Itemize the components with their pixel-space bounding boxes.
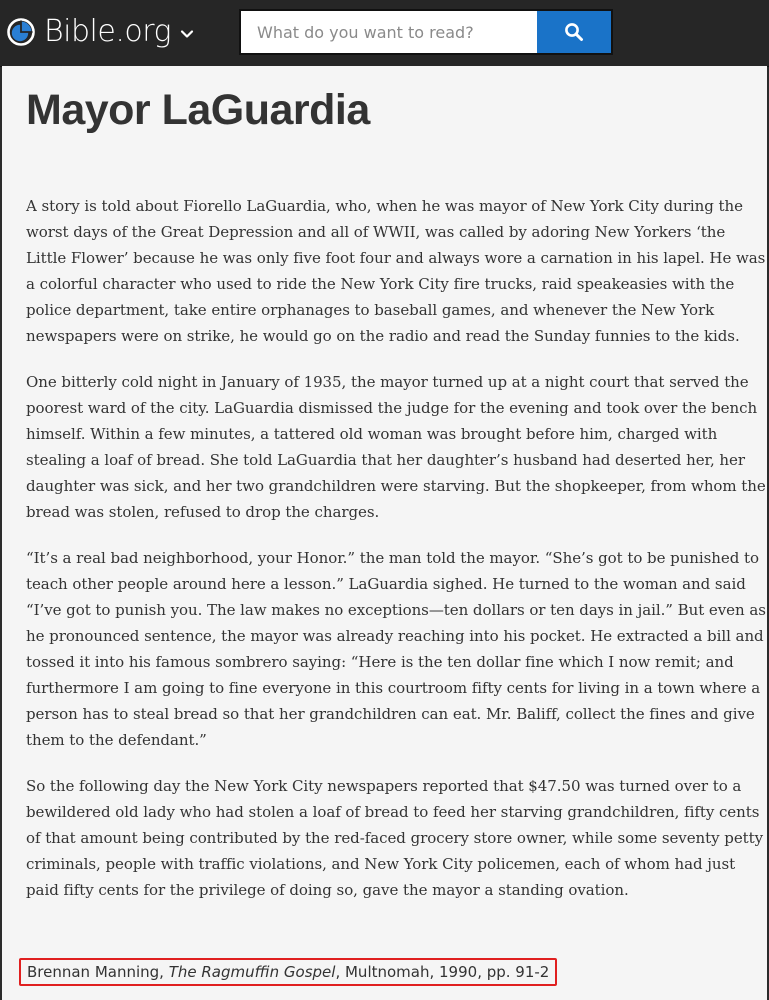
citation-highlight [19, 958, 557, 986]
page-title: Mayor LaGuardia [26, 86, 370, 134]
article-paragraph: “It’s a real bad neighborhood, your Honor.” the man told the mayor. “She’s got to be punished to teach other people around here a lesson.” LaGuardia sighed. He turned to the woman and said “I’ve got to punish you. The law makes no exceptions—ten dollars or ten days in jail.” But even as he pronounced sentence, the mayor was already reaching into his pocket. He extracted a bill and tossed it into his famous sombrero saying: “Here is the ten dollar fine which I now remit; and furthermore I am going to fine everyone in this courtroom fifty cents for living in a town where a person has to steal bread so that her grandchildren can eat. Mr. Baliff, collect the fines and give them to the defendant.” [26, 549, 766, 749]
search-icon [564, 22, 584, 42]
bible-org-logo-icon [6, 17, 36, 47]
article-paragraph: One bitterly cold night in January of 1935, the mayor turned up at a night court that served the poorest ward of the city. LaGuardia dismissed the judge for the evening and took over the bench himself. Within a few minutes, a tattered old woman was brought before him, charged with stealing a loaf of bread. She told LaGuardia that her daughter’s husband had deserted her, her daughter was sick, and her two grandchildren were starving. But the shopkeeper, from whom the bread was stolen, refused to drop the charges. [26, 373, 766, 521]
article-body [26, 193, 766, 923]
search-bar [239, 9, 613, 55]
search-button[interactable] [537, 11, 611, 53]
site-logo-text: Bible.org [44, 14, 172, 49]
chevron-down-icon[interactable] [179, 26, 195, 42]
article-paragraph: A story is told about Fiorello LaGuardia, who, when he was mayor of New York City during the worst days of the Great Depression and all of WWII, was called by adoring New Yorkers ‘the Little Flower’ because he was only five foot four and always wore a carnation in his lapel. He was a colorful character who used to ride the New York City fire trucks, raid speakeasies with the police department, take entire orphanages to baseball games, and whenever the New York newspapers were on strike, he would go on the radio and read the Sunday funnies to the kids. [26, 197, 766, 345]
article-paragraph: So the following day the New York City newspapers reported that $47.50 was turned over to a bewildered old lady who had stolen a loaf of bread to feed her starving grandchildren, fifty cents of that amount being contributed by the red-faced grocery store owner, while some seventy petty criminals, people with traffic violations, and New York City policemen, each of whom had just paid fifty cents for the privilege of doing so, gave the mayor a standing ovation. [26, 777, 764, 899]
site-logo[interactable] [6, 12, 195, 52]
citation-publication: , Multnomah, 1990, pp. 91-2 [335, 963, 550, 981]
article-page [2, 66, 767, 1000]
search-input[interactable] [241, 11, 537, 53]
top-navigation-bar [0, 0, 769, 67]
citation-author: Brennan Manning, [27, 963, 169, 981]
citation-book-title: The Ragmuffin Gospel [168, 963, 336, 981]
